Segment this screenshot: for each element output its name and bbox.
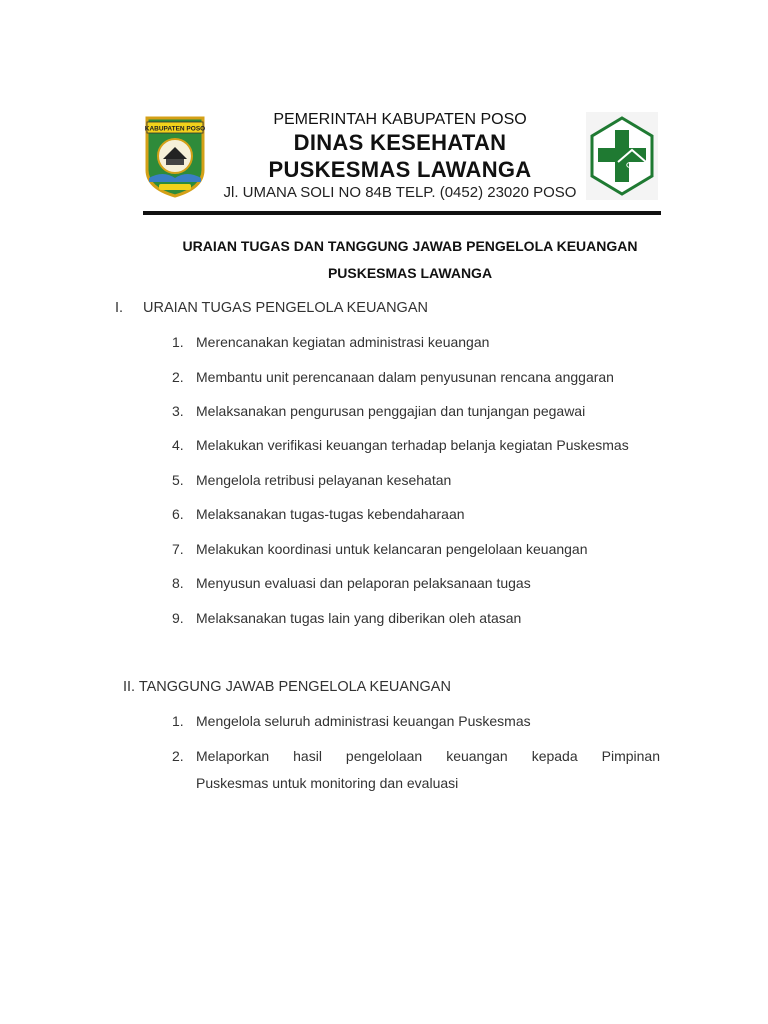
item-number: 8. [172,575,184,591]
section-1-numeral: I. [115,300,124,316]
item-text: Mengelola seluruh administrasi keuangan Puskesmas [196,713,531,729]
list-item [172,334,489,350]
word: hasil [293,748,322,764]
word: kepada [531,748,578,764]
svg-text:KABUPATEN POSO: KABUPATEN POSO [144,125,206,133]
item-text: Menyusun evaluasi dan pelaporan pelaksanaan tugas [196,575,531,591]
list-item [172,506,465,522]
item-number: 7. [172,541,184,557]
list-item [172,610,521,626]
item-text: Melaksanakan tugas lain yang diberikan oleh atasan [196,610,522,626]
section-2-heading: II. TANGGUNG JAWAB PENGELOLA KEUANGAN [123,679,451,695]
item-number: 4. [172,437,184,453]
item-text: Merencanakan kegiatan administrasi keuangan [196,334,490,350]
item-number: 1. [172,713,184,729]
word: pengelolaan [345,748,423,764]
header-agency-line: DINAS KESEHATAN [293,130,507,155]
kabupaten-poso-emblem-icon [143,112,207,198]
list-item [172,472,451,488]
item-number: 9. [172,610,184,626]
header-puskesmas-line: PUSKESMAS LAWANGA [268,157,532,182]
puskesmas-cross-hexagon-icon [586,112,658,200]
header-address-line: Jl. UMANA SOLI NO 84B TELP. (0452) 23020 POSO [223,184,577,201]
item-text: Melakukan verifikasi keuangan terhadap belanja kegiatan Puskesmas [196,437,629,453]
item-number: 2. [172,748,184,764]
list-item [172,575,531,591]
item-number: 6. [172,506,184,522]
list-item [172,369,614,385]
document-subtitle: PUSKESMAS LAWANGA [327,265,493,281]
item-text-line-2: Puskesmas untuk monitoring dan evaluasi [196,775,459,791]
item-number: 1. [172,334,184,350]
word: Pimpinan [601,748,660,764]
item-number: 5. [172,472,184,488]
item-text-line-1 [196,748,660,764]
list-item [172,713,531,729]
item-text: Melaksanakan tugas-tugas kebendaharaan [196,506,465,522]
list-item [172,541,588,557]
section-1-heading: URAIAN TUGAS PENGELOLA KEUANGAN [143,300,428,316]
word: keuangan [446,748,508,764]
item-text: Melakukan koordinasi untuk kelancaran pengelolaan keuangan [196,541,588,557]
item-number: 2. [172,369,184,385]
item-text: Mengelola retribusi pelayanan kesehatan [196,472,452,488]
word: Melaporkan [196,748,270,764]
list-item [172,437,629,453]
header-divider [143,211,661,215]
list-item [172,403,585,419]
document-title: URAIAN TUGAS DAN TANGGUNG JAWAB PENGELOLA KEUANGAN [182,238,638,254]
item-text: Membantu unit perencanaan dalam penyusunan rencana anggaran [196,369,614,385]
item-text: Melaksanakan pengurusan penggajian dan tunjangan pegawai [196,403,586,419]
item-number: 3. [172,403,184,419]
header-government-line: PEMERINTAH KABUPATEN POSO [273,111,527,128]
